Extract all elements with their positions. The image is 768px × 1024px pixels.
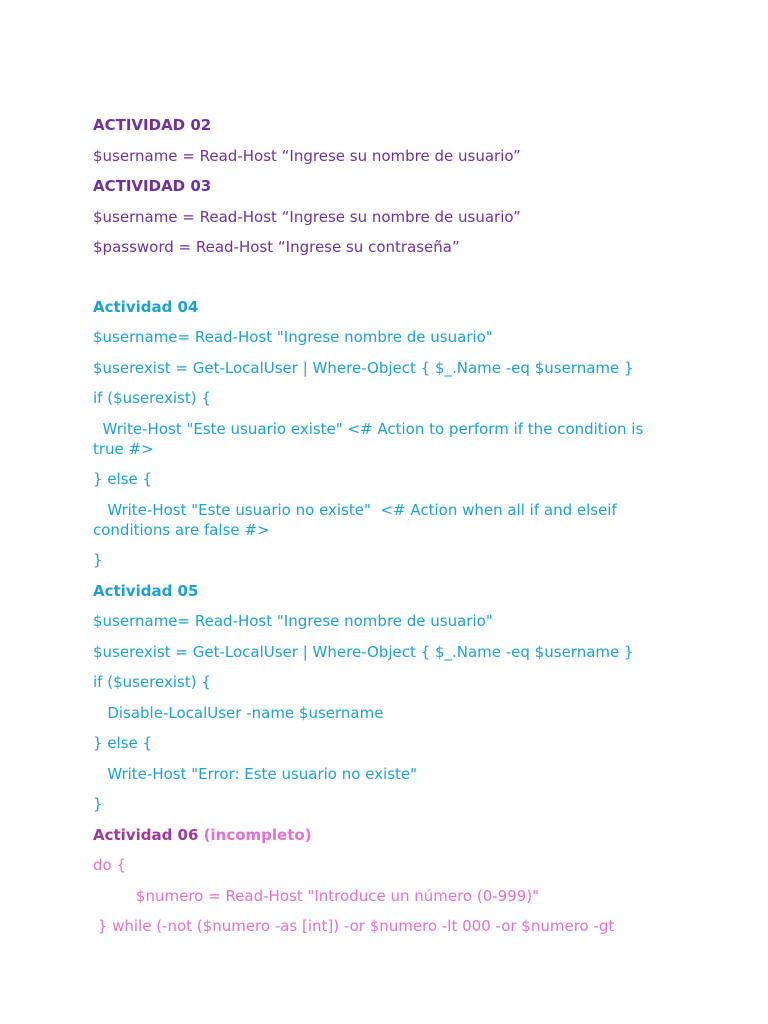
code-line: $password = Read-Host “Ingrese su contraseña” <box>93 238 460 256</box>
code-line: } else { <box>93 734 153 752</box>
heading-actividad-06-row <box>93 825 673 845</box>
code-line: if ($userexist) { <box>93 673 211 691</box>
heading-actividad-04: Actividad 04 <box>93 297 199 316</box>
code-line: $username = Read-Host “Ingrese su nombre de usuario” <box>93 207 521 226</box>
code-line: if ($userexist) { <box>93 389 211 407</box>
code-line: $numero = Read-Host "Introduce un número (0-999)" <box>93 886 540 905</box>
code-line: $userexist = Get-LocalUser | Where-Object { $_.Name -eq $username } <box>93 358 634 377</box>
code-line: Write-Host "Este usuario existe" <# Action to perform if the condition is true #> <box>93 419 649 458</box>
code-line: Write-Host "Este usuario no existe" <# Action when all if and elseif conditions are false #> <box>93 500 622 539</box>
code-line: Disable-LocalUser -name $username <box>93 703 384 722</box>
heading-actividad-06: Actividad 06 <box>93 825 199 844</box>
incomplete-note: (incompleto) <box>203 825 312 844</box>
blank-line <box>93 268 673 297</box>
heading-actividad-02: ACTIVIDAD 02 <box>93 116 212 134</box>
heading-actividad-05: Actividad 05 <box>93 581 199 600</box>
code-line: $userexist = Get-LocalUser | Where-Object { $_.Name -eq $username } <box>93 642 634 661</box>
code-line: } <box>93 795 103 813</box>
heading-actividad-03: ACTIVIDAD 03 <box>93 177 212 195</box>
code-line: do { <box>93 856 127 874</box>
code-line: } else { <box>93 470 153 488</box>
code-line: $username = Read-Host “Ingrese su nombre de usuario” <box>93 146 521 165</box>
code-line: Write-Host "Error: Este usuario no existe" <box>93 764 418 783</box>
document-body <box>93 115 673 947</box>
code-line: } while (-not ($numero -as [int]) -or $numero -lt 000 -or $numero -gt <box>93 917 615 935</box>
code-line: $username= Read-Host "Ingrese nombre de usuario" <box>93 328 493 346</box>
code-line: $username= Read-Host "Ingrese nombre de usuario" <box>93 612 493 630</box>
code-line: } <box>93 551 103 569</box>
